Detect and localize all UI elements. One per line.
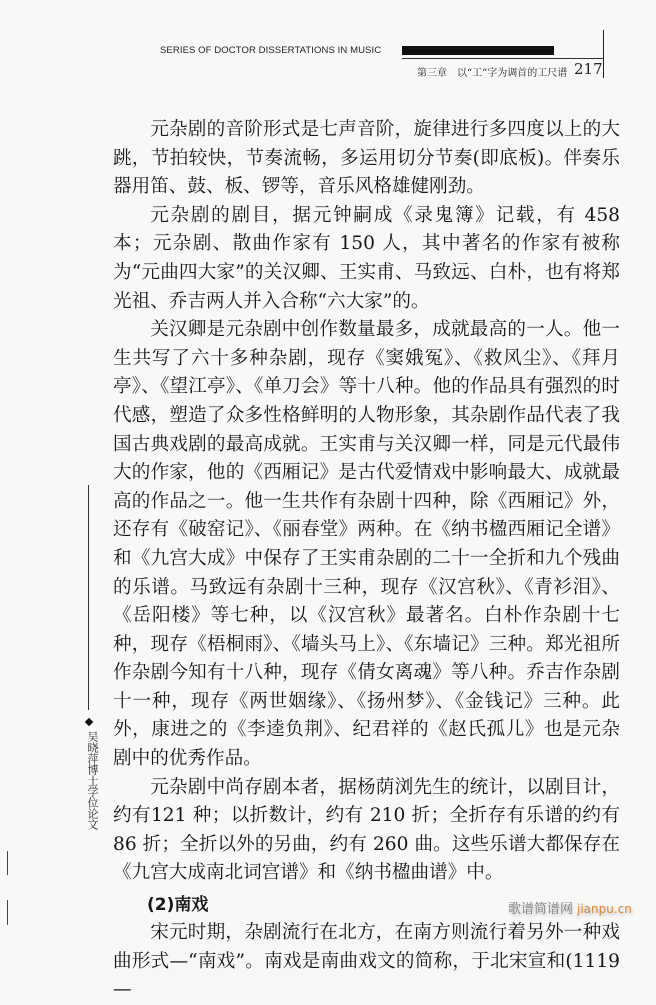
paragraph: 元杂剧的剧目，据元钟嗣成《录鬼簿》记载，有 458 本；元杂剧、散曲作家有 150 人，其中著名的作家有被称为“元曲四大家”的关汉卿、王实甫、马致远、白朴，也有将郑光祖、乔吉两人并入合称“六大家”的。	[113, 204, 620, 312]
watermark-domain: jianpu.cn	[577, 902, 632, 916]
watermark	[508, 898, 632, 917]
paragraph: 元杂剧中尚存剧本者，据杨荫浏先生的统计，以剧目计，约有121 种；以折数计，约有 210 折；全折存有乐谱的约有 86 折；全折以外的另曲，约有 260 曲。这些乐谱大都保存在《九宫大成南北词宫谱》和《纳书楹曲谱》中。	[113, 776, 620, 884]
header-vertical-rule	[603, 30, 604, 78]
chapter-title: 第三章 以“工”字为调首的工尺谱	[417, 68, 568, 79]
author-label: 吴晓萍博士学位论文	[86, 731, 99, 830]
scan-edge-mark	[7, 851, 8, 875]
header-rule	[402, 58, 603, 59]
section-heading: (2)南戏	[147, 895, 209, 916]
paragraph: 关汉卿是元杂剧中创作数量最多，成就最高的一人。他一生共写了六十多种杂剧，现存《窦娥冤》、《救风尘》、《拜月亭》、《望江亭》、《单刀会》等十八种。他的作品具有强烈的时代感，塑造了众多性格鲜明的人物形象，其杂剧作品代表了我国古典戏剧的最高成就。王实甫与关汉卿一样，同是元代最伟大的作家，他的《西厢记》是古代爱情戏中影响最大、成就最高的作品之一。他一生共作有杂剧十四种，除《西厢记》外，还存有《破窑记》、《丽春堂》两种。在《纳书楹西厢记全谱》和《九宫大成》中保存了王实甫杂剧的二十一全折和九个残曲的乐谱。马致远有杂剧十三种，现存《汉宫秋》、《青衫泪》、《岳阳楼》等七种，以《汉宫秋》最著名。白朴作杂剧十七种，现存《梧桐雨》、《墙头马上》、《东墙记》三种。郑光祖所作杂剧今知有十八种，现存《倩女离魂》等八种。乔吉作杂剧十一种，现存《两世姻缘》、《扬州梦》、《金钱记》三种。此外，康进之的《李逵负荆》、纪君祥的《赵氏孤儿》也是元杂剧中的优秀作品。	[113, 319, 620, 770]
watermark-site-name: 歌谱简谱网	[508, 902, 574, 917]
paragraph: 元杂剧的音阶形式是七声音阶，旋律进行多四度以上的大跳，节拍较快，节奏流畅，多运用切分节奏(即底板)。伴奏乐器用笛、鼓、板、锣等，音乐风格雄健刚劲。	[113, 119, 620, 198]
body-text	[113, 116, 620, 1005]
paragraph: 宋元时期，杂剧流行在北方，在南方则流行着另外一种戏曲形式—“南戏”。南戏是南曲戏文的简称，于北宋宣和(1119—	[113, 922, 620, 1001]
page-number: 217	[574, 60, 603, 78]
diamond-bullet-icon	[85, 718, 93, 726]
header-decorative-bar	[402, 46, 554, 55]
scan-edge-mark	[7, 900, 8, 925]
series-title: SERIES OF DOCTOR DISSERTATIONS IN MUSIC	[160, 45, 382, 56]
margin-vertical-rule	[88, 485, 89, 710]
